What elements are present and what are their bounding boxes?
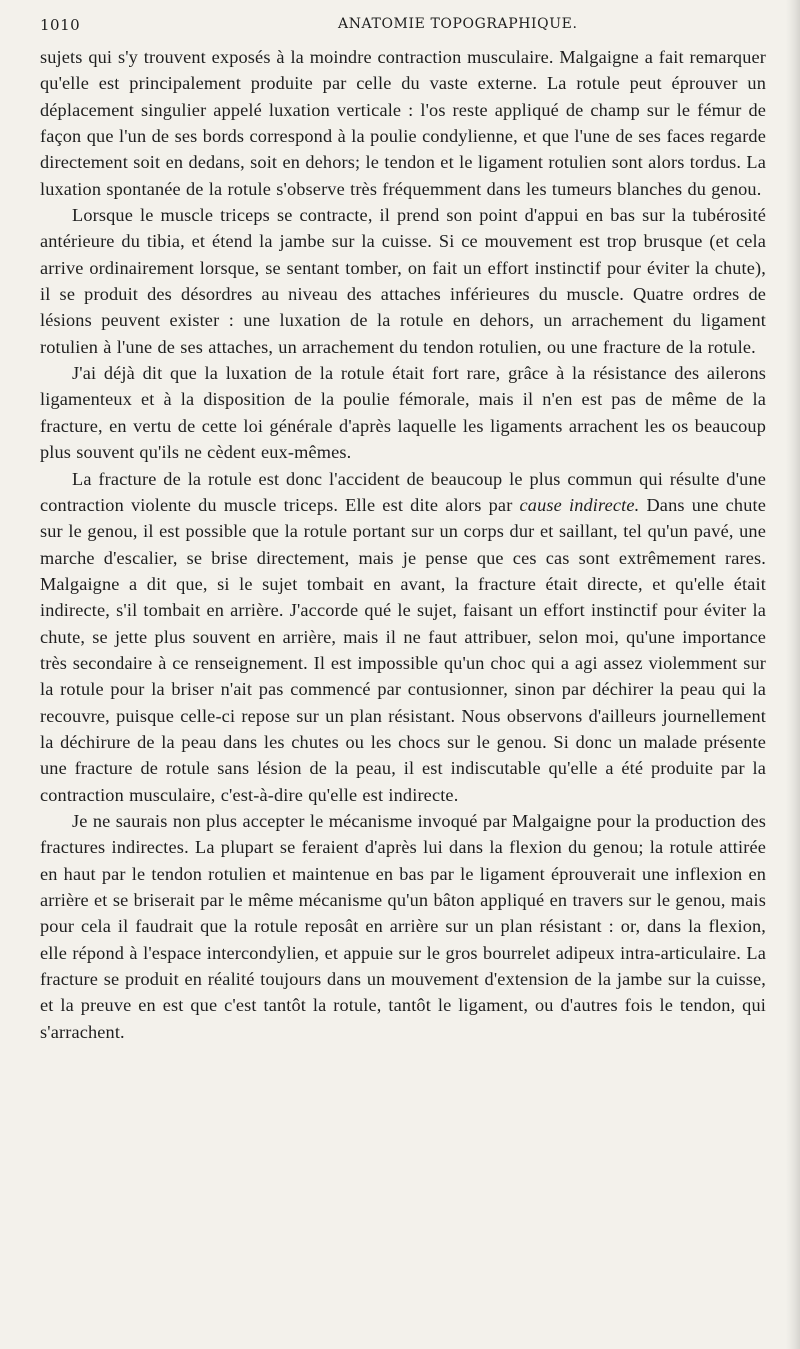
paragraph-2: Lorsque le muscle triceps se contracte, il prend son point d'appui en bas sur la tubérosité antérieure du tibia, et étend la jambe sur la cuisse. Si ce mouvement est trop brusque (et cela arrive ordinairement lorsque, se sentant tomber, on fait un effort instinctif pour éviter la chute), il se produit des désordres au niveau des attaches inférieures du muscle. Quatre ordres de lésions peuvent exister : une luxation de la rotule en dehors, un arrachement du ligament rotulien à l'une de ses attaches, un arrachement du tendon rotulien, ou une fracture de la rotule. — [40, 205, 766, 357]
page-number: 1010 — [40, 16, 81, 34]
paragraph-3: J'ai déjà dit que la luxation de la rotule était fort rare, grâce à la résistance des ailerons ligamenteux et à la disposition de la poulie fémorale, mais il n'en est pas de même de la fracture, en vertu de cette loi générale d'après laquelle les ligaments arrachent les os beaucoup plus souvent qu'ils ne cèdent eux-mêmes. — [40, 363, 766, 463]
paragraph-1: sujets qui s'y trouvent exposés à la moindre contraction musculaire. Malgaigne a fait remarquer qu'elle est principalement produite par celle du vaste externe. La rotule peut éprouver un déplacement singulier appelé luxation verticale : l'os reste appliqué de champ sur le fémur de façon que l'un de ses bords correspond à la poulie condylienne, et que l'une de ses faces regarde directement soit en dedans, soit en dehors; le tendon et le ligament rotulien sont alors tordus. La luxation spontanée de la rotule s'observe très fréquemment dans les tumeurs blanches du genou. — [40, 47, 766, 199]
running-title: ANATOMIE TOPOGRAPHIQUE. — [338, 16, 578, 32]
paragraph-5: Je ne saurais non plus accepter le mécanisme invoqué par Malgaigne pour la production des fractures indirectes. La plupart se feraient d'après lui dans la flexion du genou; la rotule attirée en haut par le tendon rotulien et maintenue en bas par le ligament éprouverait une inflexion en arrière et se briserait par le même mécanisme qu'un bâton appliqué en travers sur le genou, mais pour cela il faudrait que la rotule reposât en arrière sur un plan résistant : or, dans la flexion, elle répond à l'espace intercondylien, et appuie sur le gros bourrelet adipeux intra-articulaire. La fracture se produit en réalité toujours dans un mouvement d'extension de la jambe sur la cuisse, et la preuve en est que c'est tantôt la rotule, tantôt le ligament, ou d'autres fois le tendon, qui s'arrachent. — [40, 810, 766, 1042]
paragraph-4-text-before: La fracture de la rotule est donc l'accident de beaucoup le plus commun qui résulte d'une contraction violente du muscle triceps. Elle est dite alors par — [40, 468, 766, 515]
body-text — [40, 44, 766, 1045]
page-header — [40, 16, 765, 40]
paragraph-4-emphasis: cause indirecte. — [519, 494, 640, 515]
page-edge-shadow — [786, 0, 800, 1349]
paragraph-4 — [40, 466, 766, 808]
paragraph-4-text-after: Dans une chute sur le genou, il est possible que la rotule portant sur un corps dur et saillant, tel qu'un pavé, une marche d'escalier, se brise directement, mais je pense que ces cas sont extrêmement rares. Malgaigne a dit que, si le sujet tombait en avant, la fracture était directe, et qu'elle était indirecte, s'il tombait en arrière. J'accorde qué le sujet, faisant un effort instinctif pour éviter la chute, se jette plus souvent en arrière, mais il ne faut attribuer, selon moi, qu'une importance très secondaire à ce renseignement. Il est impossible qu'un choc qui a agi assez violemment sur la rotule pour la briser n'ait pas commencé par contusionner, sinon par déchirer la peau qui la recouvre, puisque celle-ci repose sur un plan résistant. Nous observons d'ailleurs journellement la déchirure de la peau dans les chutes ou les chocs sur le genou. Si donc un malade présente une fracture de rotule sans lésion de la peau, il est indiscutable qu'elle a été produite par la contraction musculaire, c'est-à-dire qu'elle est indirecte. — [40, 494, 766, 805]
